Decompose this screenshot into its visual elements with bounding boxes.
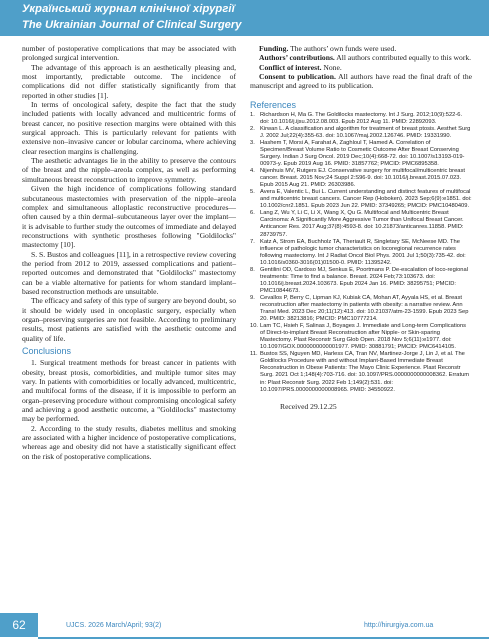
reference-item bbox=[250, 295, 472, 323]
contributions-statement bbox=[250, 53, 472, 62]
reference-item bbox=[250, 239, 472, 267]
paragraph: The aesthetic advantages lie in the ability to preserve the contours of the breast and the nipple–areola complex, as well as performing simultaneous breast reconstruction to improve symmetry. bbox=[22, 156, 236, 184]
reference-text: Lang Z, Wu Y, Li C, Li X, Wang X, Qu G. Multifocal and Multicentric Breast Carcinoma: A Significantly More Aggressive Tumor than Unifocal Breast Cancer. Anticancer Res. 2017 Aug;37(8):4593-8. doi: 10.21873/anticanres.11858. PMID: 28739757. bbox=[260, 210, 464, 238]
reference-number: 7. bbox=[250, 238, 255, 245]
paragraph: S. S. Bustos and colleagues [11], in a retrospective review covering the period from 2012 to 2019, assessed complications and patient–reported outcomes and demonstrated that "Goldilocks" mastectomy can be a viable alternative for patients for whom standard implant–based reconstruction methods are unsuitable. bbox=[22, 249, 236, 296]
reference-item bbox=[250, 168, 472, 189]
references-heading: References bbox=[250, 99, 297, 110]
reference-number: 4. bbox=[250, 168, 255, 175]
left-column bbox=[22, 44, 236, 461]
consent-statement bbox=[250, 72, 472, 91]
reference-item bbox=[250, 267, 472, 295]
conflict-label: Conflict of interest. bbox=[259, 62, 322, 72]
journal-header-bar bbox=[0, 0, 489, 36]
journal-citation: UJCS. 2026 March/April; 93(2) bbox=[66, 622, 162, 629]
reference-text: Gentilini OD, Cardoso MJ, Senkus E, Poortmans P. De-escalation of loco-regional treatments: Time to find a balance. Breast. 2024 Feb;73:103673. doi: 10.1016/j.breast.2024.103673. Epub 2024 Jan 16. PMID: 38295751; PMCID: PMC10844673. bbox=[260, 266, 468, 294]
reference-number: 8. bbox=[250, 266, 255, 273]
reference-number: 3. bbox=[250, 139, 255, 146]
footer-divider bbox=[38, 637, 489, 639]
paragraph: number of postoperative complications that may be associated with prolonged surgical intervention. bbox=[22, 44, 236, 63]
received-date: Received 29.12.25 bbox=[280, 401, 337, 411]
page-number: 62 bbox=[0, 613, 38, 637]
funding-label: Funding. bbox=[259, 44, 289, 53]
reference-number: 9. bbox=[250, 294, 255, 301]
paragraph: Given the high incidence of complications following standard subcutaneous mastectomies with preservation of the nipple–areola complex and simultaneous alloplastic reconstructive procedures—often caused by a thin dermal–subcutaneous layer over the implant— it is advisable to further study the outcomes of immediate and delayed reconstructions with synthetic prostheses following "Goldilocks" mastectomy [10]. bbox=[22, 184, 236, 250]
page-footer bbox=[0, 611, 489, 640]
paragraph: The efficacy and safety of this type of surgery are beyond doubt, so it should be widely used in oncoplastic surgery, especially when organ–preserving surgeries are not feasible. According to preliminary results, most patients are satisfied with the aesthetic outcome and quality of life. bbox=[22, 296, 236, 343]
reference-text: Kirwan L. A classification and algorithm for treatment of breast ptosis. Aesthet Surg J. 2002 Jul;22(4):355-63. doi: 10.1067/maj.2002.126746. PMID: 19331990. bbox=[260, 125, 471, 139]
reference-list bbox=[250, 112, 472, 394]
reference-text: Katz A, Strom EA, Buchholz TA, Theriault R, Singletary SE, McNeese MD. The influence of pathologic tumor characteristics on locoregional recurrence rates following mastectomy. Int J Radiat Oncol Biol Phys. 2001 Jul 1;50(3):735-42. doi: 10.1016/s0360-3016(01)01500-0. PMID: 11395242. bbox=[260, 238, 466, 266]
reference-number: 5. bbox=[250, 189, 255, 196]
conclusion-item: 2. According to the study results, diabetes mellitus and smoking are associated with a higher incidence of postoperative complications, whereas age and obesity did not have a statistically significant effect on the risk of postoperative complications. bbox=[22, 423, 236, 461]
reference-number: 2. bbox=[250, 125, 255, 132]
conclusion-item: 1. Surgical treatment methods for breast cancer in patients with obesity, breast ptosis, comorbidities, and multiple tumor sites may vary. In patients with comorbidities or locally advanced, multicentric, and multifocal forms of the disease, if it is impossible to perform an organ–preserving procedure without compromising oncological safety and achieving a good aesthetic outcome, a "Goldilocks" mastectomy may be performed. bbox=[22, 358, 236, 424]
reference-item bbox=[250, 189, 472, 210]
reference-item bbox=[250, 210, 472, 238]
reference-number: 10. bbox=[250, 323, 258, 330]
funding-statement bbox=[250, 44, 472, 53]
contributions-text: All authors contributed equally to this work. bbox=[336, 53, 472, 63]
conclusions-heading: Conclusions bbox=[22, 346, 72, 356]
paragraph: The advantage of this approach is an aesthetically pleasing and, most importantly, predictable outcome. The incidence of complications did not differ statistically significantly from that reported in other studies [1]. bbox=[22, 62, 236, 100]
reference-item bbox=[250, 112, 472, 126]
reference-item bbox=[250, 126, 472, 140]
reference-item bbox=[250, 323, 472, 351]
reference-number: 6. bbox=[250, 210, 255, 217]
reference-text: Bustos SS, Nguyen MD, Harless CA, Tran NV, Martinez-Jorge J, Lin J, et al. The Goldilocks Procedure with and without Implant-Based Immediate Breast Reconstruction in Obese Patients: The Mayo Clinic Experience. Plast Reconstr Surg. 2021 Oct 1;148(4):703-716. doi: 10.1097/PRS.0000000000008362. Erratum in: Plast Reconstr Surg. 2022 Feb 1;149(2):531. doi: 10.1097/PRS.0000000000008965. PMID: 34550922. bbox=[260, 351, 470, 393]
paragraph: In terms of oncological safety, despite the fact that the study included patients with locally advanced and multicentric forms of breast cancer, no positive resection margins were obtained with this surgical approach. This is particularly relevant for patients with extensive non–invasive cancer or lobular carcinoma, where achieving clear resection margins is challenging. bbox=[22, 100, 236, 156]
conflict-text: None. bbox=[323, 62, 342, 72]
funding-text: The authors’ own funds were used. bbox=[290, 44, 397, 53]
reference-text: Lam TC, Hsieh F, Salinas J, Boyages J. Immediate and Long-term Complications of Direct-to-implant Breast Reconstruction after Nipple- or Skin-sparing Mastectomy. Plast Reconstr Surg Glob Open. 2018 Nov 5;6(11):e1977. doi: 10.1097/GOX.0000000000001977. PMID: 30881791; PMCID: PMC6414105. bbox=[260, 323, 467, 351]
contributions-label: Authors’ contributions. bbox=[259, 53, 335, 63]
reference-number: 11. bbox=[250, 351, 258, 358]
journal-title-ua: Український журнал клінічної хірургії bbox=[22, 3, 235, 15]
reference-text: Cevallos P, Berry C, Lipman KJ, Kubiak CA, Mohan AT, Ayyala HS, et al. Breast reconstruction after mastectomy in patients with obesity: a narrative review. Ann Transl Med. 2023 Dec 20;11(12):413. doi: 10.21037/atm-23-1599. Epub 2023 Sep 20. PMID: 38213816; PMCID: PMC10777214. bbox=[260, 294, 469, 323]
reference-text: Hashem T, Morsi A, Farahat A, Zaghloul T, Hamed A. Correlation of Specimen/Breast Volume Ratio to Cosmetic Outcome After Breast Conserving Surgery. Indian J Surg Oncol. 2019 Dec;10(4):668-72. doi: 10.1007/s13193-019-00973-y. Epub 2019 Aug 16. PMID: 31857762; PMCID: PMC6895358. bbox=[260, 139, 465, 168]
reference-text: Avera E, Valentic L, Bui L. Current understanding and distinct features of multifocal and multicentric breast cancers. Cancer Rep (Hoboken). 2023 Sep;6(9):e1851. doi: 10.1002/cnr2.1851. Epub 2023 Jun 22. PMID: 37349265; PMCID: PMC10480409. bbox=[260, 189, 472, 210]
consent-label: Consent to publication. bbox=[259, 72, 336, 82]
consent-text: All authors have read the final draft of the manuscript and agreed to its publication. bbox=[250, 72, 473, 91]
reference-item bbox=[250, 140, 472, 168]
conflict-statement bbox=[250, 63, 472, 72]
reference-item bbox=[250, 351, 472, 393]
journal-url-link[interactable]: http://hirurgiya.com.ua bbox=[364, 622, 434, 629]
reference-text: Nijenhuis MV, Rutgers EJ. Conservative surgery for multifocal/multicentric breast cancer. Breast. 2015 Nov;24 Suppl 2:S96-9. doi: 10.1016/j.breast.2015.07.023. Epub 2015 Aug 21. PMID: 26303986. bbox=[260, 168, 465, 189]
reference-number: 1. bbox=[250, 111, 255, 118]
journal-title-en: The Ukrainian Journal of Clinical Surgery bbox=[22, 19, 242, 31]
right-column bbox=[250, 44, 472, 411]
reference-text: Richardson H, Ma G. The Goldilocks mastectomy. Int J Surg. 2012;10(9):522-6. doi: 10.1016/j.ijsu.2012.08.003. Epub 2012 Aug 11. PMID: 22892093. bbox=[260, 111, 463, 125]
